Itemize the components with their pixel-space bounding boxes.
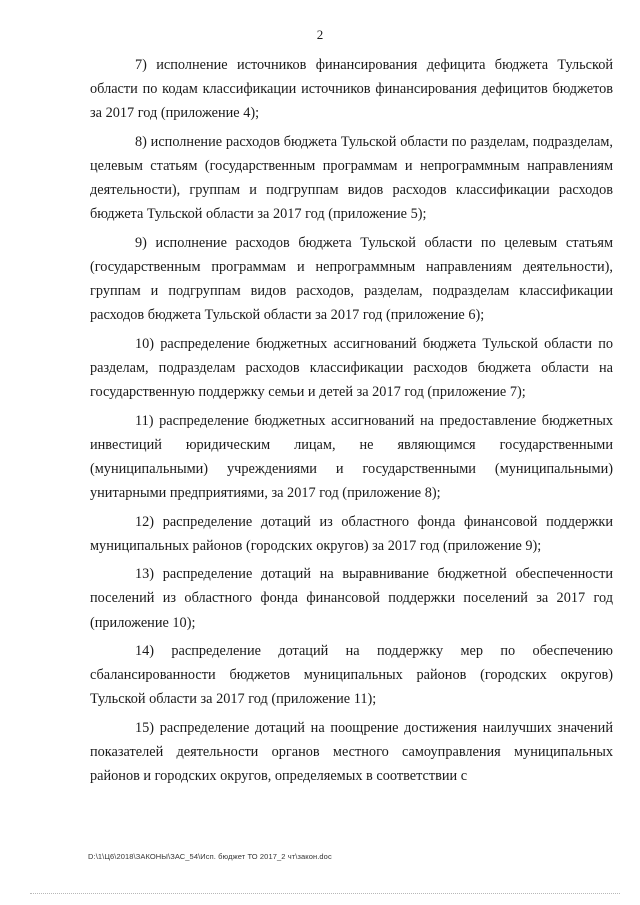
paragraph-item-12: 12) распределение дотаций из областного фонда финансовой поддержки муниципальных районов (городских округов) за 2017 год (приложение 9);	[90, 513, 613, 554]
file-path-footer: D:\1\Ц6\2018\ЗАКОНЫ\ЗАС_54\Исп. бюджет ТО 2017_2 чт\закон.doc	[88, 852, 332, 861]
document-body	[90, 53, 613, 793]
scan-edge-divider	[30, 893, 620, 896]
paragraph-item-10: 10) распределение бюджетных ассигнований бюджета Тульской области по разделам, подразделам расходов классификации расходов бюджета области на государственную поддержку семьи и детей за 2017 год (приложение 7);	[90, 335, 613, 401]
paragraph-item-15: 15) распределение дотаций на поощрение достижения наилучших значений показателей деятельности органов местного самоуправления муниципальных районов и городских округов, определяемых в соответствии с	[90, 719, 613, 785]
paragraph-item-7: 7) исполнение источников финансирования дефицита бюджета Тульской области по кодам классификации источников финансирования дефицитов бюджетов за 2017 год (приложение 4);	[90, 57, 613, 122]
page-number: 2	[316, 27, 324, 42]
paragraph-item-8: 8) исполнение расходов бюджета Тульской области по разделам, подразделам, целевым статьям (государственным программам и непрограммным направлениям деятельности), группам и подгруппам видов расходов классификации расходов бюджета Тульской области за 2017 год (приложение 5);	[90, 133, 613, 223]
paragraph-item-9: 9) исполнение расходов бюджета Тульской области по целевым статьям (государственным программам и непрограммным направлениям деятельности), группам и подгруппам видов расходов, разделам, подразделам классификации расходов бюджета Тульской области за 2017 год (приложение 6);	[90, 234, 613, 324]
paragraph-item-13: 13) распределение дотаций на выравнивание бюджетной обеспеченности поселений из областного фонда финансовой поддержки поселений за 2017 год (приложение 10);	[90, 566, 613, 631]
paragraph-item-14: 14) распределение дотаций на поддержку мер по обеспечению сбалансированности бюджетов муниципальных районов (городских округов) Тульской области за 2017 год (приложение 11);	[90, 642, 613, 708]
paragraph-item-11: 11) распределение бюджетных ассигнований на предоставление бюджетных инвестиций юридическим лицам, не являющимся государственными (муниципальными) учреждениями и государственными (муниципальными) унитарными предприятиями, за 2017 год (приложение 8);	[90, 412, 613, 502]
